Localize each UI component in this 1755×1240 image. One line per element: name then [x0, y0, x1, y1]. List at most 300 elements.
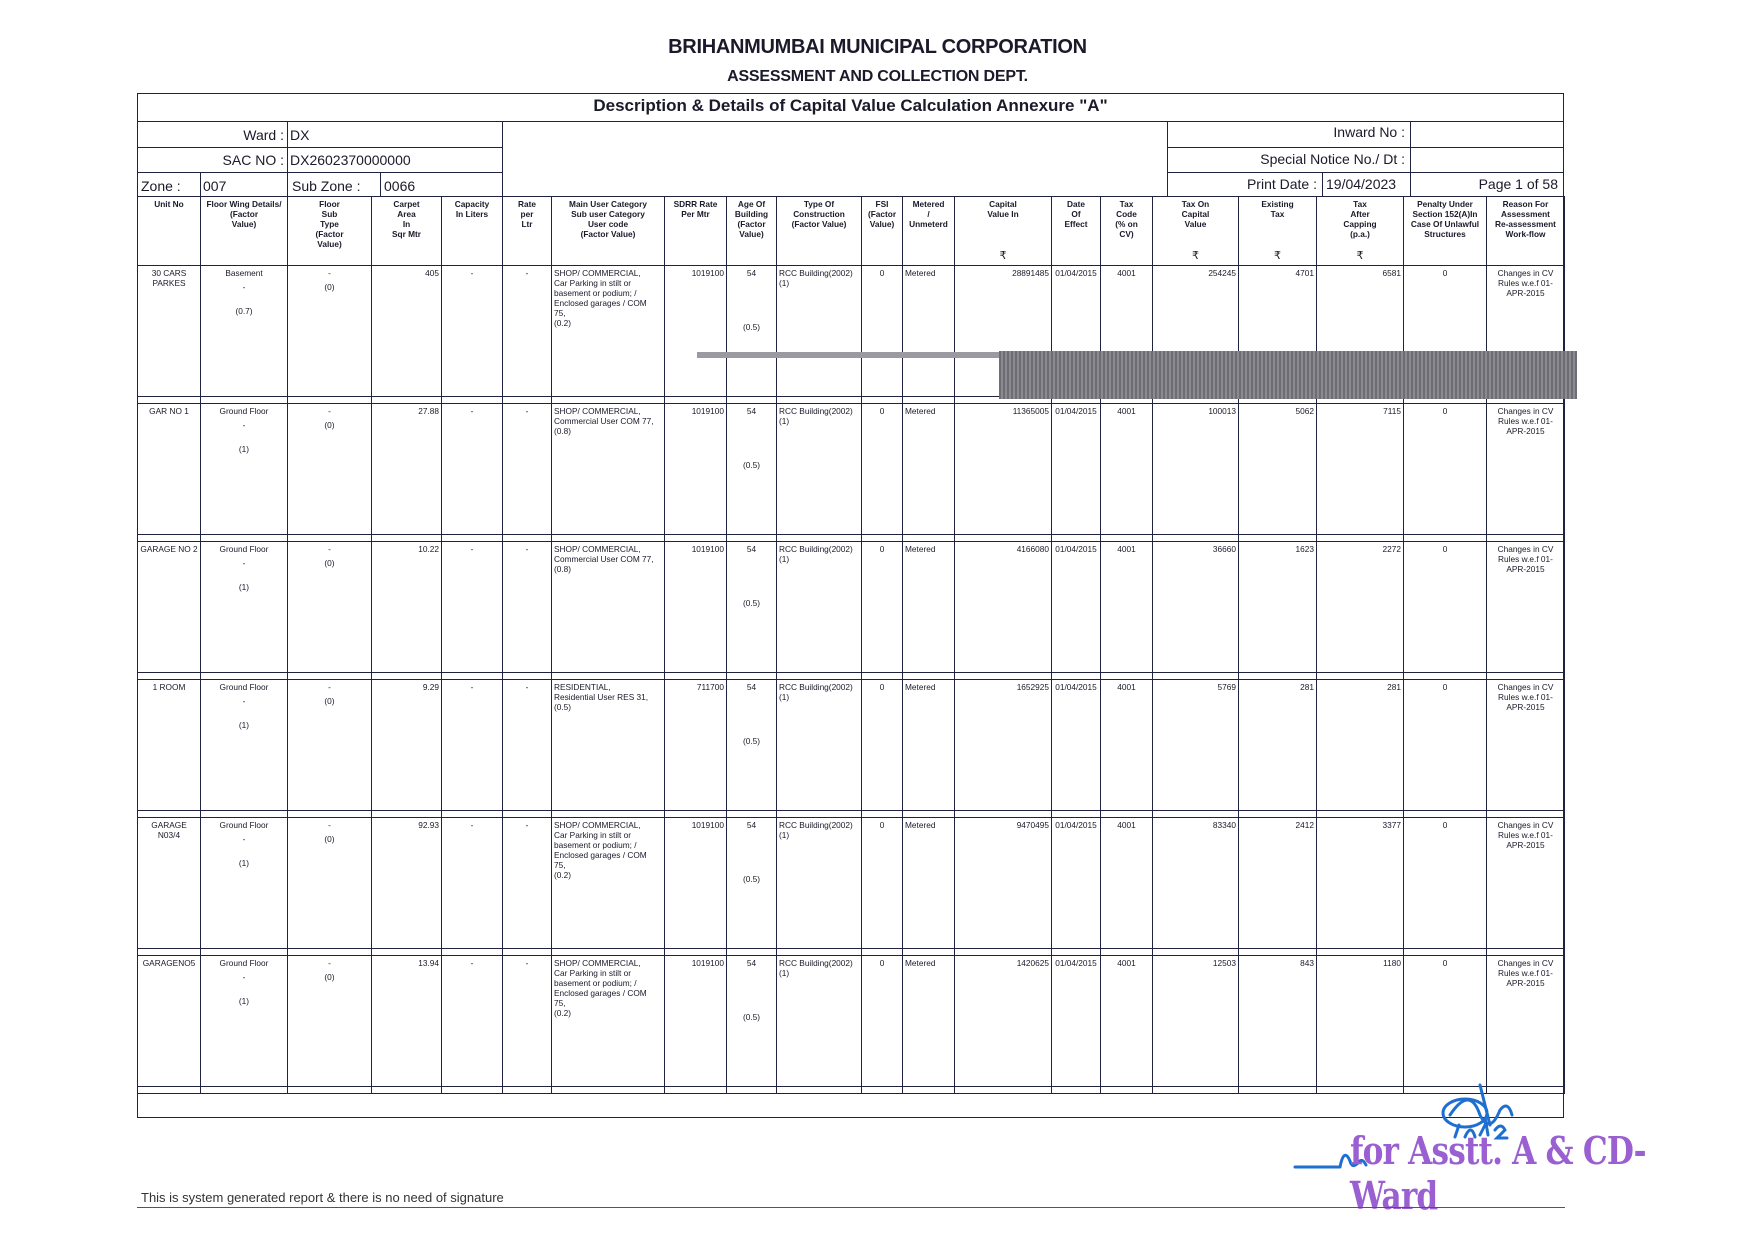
fsi: 0: [879, 682, 885, 692]
cell-existing-tax: [1239, 818, 1317, 949]
penalty: 0: [1442, 682, 1448, 692]
cell-fsi: [862, 542, 903, 673]
zone-label: Zone :: [141, 178, 181, 194]
cell-rate: [503, 404, 552, 535]
column-header-label: Unit No: [154, 199, 184, 209]
cell-tax-code: [1101, 818, 1153, 949]
column-header: [1487, 197, 1565, 266]
separator-cell: [777, 673, 862, 680]
reason: Changes in CV Rules w.e.f 01- APR-2015: [1497, 406, 1554, 436]
cell-tax-on-cv: [1153, 956, 1239, 1087]
cell-metered: [903, 266, 955, 397]
separator-cell: [1317, 673, 1404, 680]
divider: [137, 121, 1564, 122]
cell-tax-on-cv: [1153, 404, 1239, 535]
tax-after-capping: 6581: [1382, 268, 1401, 278]
cell-sub-type: [288, 266, 372, 397]
unit-no: 1 ROOM: [152, 682, 186, 692]
separator-cell: [503, 811, 552, 818]
cell-carpet-area: [372, 542, 442, 673]
reason: Changes in CV Rules w.e.f 01- APR-2015: [1497, 958, 1554, 988]
separator-cell: [552, 397, 665, 404]
separator-cell: [503, 949, 552, 956]
unit-no: GARAGENO5: [142, 958, 196, 968]
metered: Metered: [905, 682, 936, 692]
separator-cell: [442, 811, 503, 818]
sdrr-rate: 1019100: [691, 958, 724, 968]
separator-cell: [138, 673, 201, 680]
separator-cell: [442, 535, 503, 542]
tax-on-cv: 12503: [1212, 958, 1236, 968]
separator-cell: [1239, 949, 1317, 956]
subzone-label: Sub Zone :: [292, 178, 361, 194]
construction: RCC Building(2002) (1): [779, 958, 853, 978]
cell-floor: [201, 680, 288, 811]
metered: Metered: [905, 820, 936, 830]
tax-after-capping: 2272: [1382, 544, 1401, 554]
separator-cell: [1052, 535, 1101, 542]
floor-factor: (1): [238, 996, 250, 1006]
column-header-label: Capacity In Liters: [454, 199, 490, 219]
unit-no: GARAGE NO 2: [140, 544, 198, 554]
cell-unit-no: [138, 542, 201, 673]
separator-cell: [372, 811, 442, 818]
cell-sdrr-rate: [665, 956, 727, 1087]
separator-cell: [1153, 949, 1239, 956]
separator-cell: [665, 535, 727, 542]
separator-cell: [201, 535, 288, 542]
date-of-effect: 01/04/2015: [1055, 958, 1097, 968]
user-category: RESIDENTIAL, Residential User RES 31, (0.5): [554, 682, 649, 712]
rupee-icon: ₹: [1356, 250, 1364, 262]
separator-cell: [201, 949, 288, 956]
tax-after-capping: 281: [1387, 682, 1401, 692]
separator-cell: [955, 673, 1052, 680]
separator-cell: [288, 1087, 372, 1094]
cell-tax-after-capping: [1317, 818, 1404, 949]
cell-date-of-effect: [1052, 542, 1101, 673]
ward-label: Ward :: [243, 127, 284, 143]
cell-age: [727, 818, 777, 949]
existing-tax: 281: [1300, 682, 1314, 692]
construction: RCC Building(2002) (1): [779, 820, 853, 840]
age-factor: (0.5): [742, 874, 761, 884]
cell-metered: [903, 542, 955, 673]
separator-cell: [1101, 811, 1153, 818]
column-header-label: Tax On Capital Value: [1181, 199, 1210, 229]
fsi: 0: [879, 544, 885, 554]
sac-label: SAC NO :: [222, 152, 284, 168]
cell-unit-no: [138, 266, 201, 397]
capital-value-table: [137, 196, 1565, 1094]
cell-sub-type: [288, 404, 372, 535]
separator-cell: [665, 397, 727, 404]
metered: Metered: [905, 268, 936, 278]
cell-rate: [503, 542, 552, 673]
column-header-label: Penalty Under Section 152(A)In Case Of Unlawful Structures: [1410, 199, 1480, 239]
divider: [137, 172, 502, 173]
cell-age: [727, 542, 777, 673]
separator-cell: [1239, 811, 1317, 818]
column-header: [288, 197, 372, 266]
row-separator: [138, 811, 1565, 818]
cell-capacity: [442, 818, 503, 949]
existing-tax: 5062: [1295, 406, 1314, 416]
separator-cell: [727, 673, 777, 680]
floor: Ground Floor: [219, 406, 269, 416]
cell-fsi: [862, 266, 903, 397]
penalty: 0: [1442, 406, 1448, 416]
divider: [1167, 147, 1564, 148]
cell-date-of-effect: [1052, 956, 1101, 1087]
cell-metered: [903, 680, 955, 811]
cell-unit-no: [138, 956, 201, 1087]
cell-sdrr-rate: [665, 818, 727, 949]
cell-reason: [1487, 956, 1565, 1087]
sub-factor: (0): [324, 696, 335, 706]
cell-existing-tax: [1239, 956, 1317, 1087]
reason: Changes in CV Rules w.e.f 01- APR-2015: [1497, 268, 1554, 298]
separator-cell: [288, 949, 372, 956]
column-header: [862, 197, 903, 266]
column-header: [665, 197, 727, 266]
carpet-area: 10.22: [418, 544, 439, 554]
sub-type: -: [328, 544, 331, 554]
cell-capital-value: [955, 680, 1052, 811]
separator-cell: [372, 397, 442, 404]
column-header-label: Rate per Ltr: [518, 199, 536, 229]
metered: Metered: [905, 958, 936, 968]
date-of-effect: 01/04/2015: [1055, 268, 1097, 278]
cell-existing-tax: [1239, 404, 1317, 535]
column-header: [503, 197, 552, 266]
separator-cell: [138, 535, 201, 542]
separator-cell: [903, 397, 955, 404]
column-header: [777, 197, 862, 266]
cell-construction: [777, 680, 862, 811]
tax-on-cv: 254245: [1208, 268, 1236, 278]
cell-user-category: [552, 680, 665, 811]
cell-construction: [777, 542, 862, 673]
carpet-area: 92.93: [418, 820, 439, 830]
cell-reason: [1487, 680, 1565, 811]
floor-factor: (0.7): [235, 306, 253, 316]
column-header-label: SDRR Rate Per Mtr: [673, 199, 718, 219]
existing-tax: 4701: [1295, 268, 1314, 278]
separator-cell: [955, 535, 1052, 542]
floor-factor: (1): [238, 720, 250, 730]
cell-capital-value: [955, 956, 1052, 1087]
divider: [200, 172, 201, 196]
separator-cell: [1153, 811, 1239, 818]
capital-value: 4166080: [1016, 544, 1049, 554]
tax-on-cv: 36660: [1212, 544, 1236, 554]
sdrr-rate: 1019100: [691, 406, 724, 416]
cell-rate: [503, 680, 552, 811]
cell-floor: [201, 818, 288, 949]
penalty: 0: [1442, 820, 1448, 830]
row-separator: [138, 535, 1565, 542]
floor-dash: -: [242, 420, 246, 430]
separator-cell: [777, 535, 862, 542]
date-of-effect: 01/04/2015: [1055, 544, 1097, 554]
cell-tax-on-cv: [1153, 542, 1239, 673]
cell-sub-type: [288, 542, 372, 673]
separator-cell: [727, 811, 777, 818]
separator-cell: [288, 811, 372, 818]
table-header-row: [138, 197, 1565, 266]
carpet-area: 13.94: [418, 958, 439, 968]
separator-cell: [777, 811, 862, 818]
floor: Basement: [225, 268, 263, 278]
capacity: -: [470, 682, 474, 692]
rate: -: [525, 406, 529, 416]
unit-no: 30 CARS PARKES: [151, 268, 187, 288]
table-row: [138, 956, 1565, 1087]
fsi: 0: [879, 268, 885, 278]
column-header-label: Carpet Area In Sqr Mtr: [391, 199, 422, 239]
column-header-label: Date Of Effect: [1064, 199, 1088, 229]
cell-existing-tax: [1239, 542, 1317, 673]
cell-user-category: [552, 818, 665, 949]
cell-penalty: [1404, 542, 1487, 673]
construction: RCC Building(2002) (1): [779, 268, 853, 288]
capital-value: 11365005: [1012, 406, 1049, 416]
metered: Metered: [905, 544, 936, 554]
column-header-label: Tax Code (% on CV): [1115, 199, 1138, 239]
separator-cell: [955, 811, 1052, 818]
cell-rate: [503, 818, 552, 949]
floor: Ground Floor: [219, 544, 269, 554]
separator-cell: [665, 949, 727, 956]
age: 54: [746, 268, 757, 278]
separator-cell: [503, 673, 552, 680]
print-date-label: Print Date :: [1246, 176, 1317, 192]
separator-cell: [862, 949, 903, 956]
age: 54: [746, 544, 757, 554]
divider: [502, 121, 503, 196]
column-header: [201, 197, 288, 266]
cell-age: [727, 680, 777, 811]
cell-sdrr-rate: [665, 404, 727, 535]
cell-capacity: [442, 404, 503, 535]
construction: RCC Building(2002) (1): [779, 682, 853, 702]
age-factor: (0.5): [742, 322, 761, 332]
cell-capacity: [442, 956, 503, 1087]
capacity: -: [470, 820, 474, 830]
cell-construction: [777, 956, 862, 1087]
capacity: -: [470, 958, 474, 968]
subzone-value: 0066: [384, 178, 416, 194]
sub-factor: (0): [324, 558, 335, 568]
cell-penalty: [1404, 680, 1487, 811]
separator-cell: [372, 1087, 442, 1094]
separator-cell: [503, 397, 552, 404]
cell-capital-value: [955, 404, 1052, 535]
rupee-icon: ₹: [999, 250, 1007, 262]
unit-no: GAR NO 1: [149, 406, 189, 416]
separator-cell: [862, 673, 903, 680]
fsi: 0: [879, 406, 885, 416]
cell-sub-type: [288, 680, 372, 811]
column-header-label: Floor Wing Details/ (Factor Value): [206, 199, 282, 229]
ward-value: DX: [290, 127, 310, 143]
scan-artifact: [697, 352, 999, 358]
separator-cell: [727, 949, 777, 956]
column-header: [955, 197, 1052, 266]
tax-code: 4001: [1117, 406, 1136, 416]
cell-user-category: [552, 404, 665, 535]
penalty: 0: [1442, 544, 1448, 554]
cell-floor: [201, 266, 288, 397]
cell-tax-code: [1101, 404, 1153, 535]
cell-sdrr-rate: [665, 266, 727, 397]
sdrr-rate: 1019100: [691, 544, 724, 554]
tax-code: 4001: [1117, 682, 1136, 692]
separator-cell: [138, 949, 201, 956]
rate: -: [525, 544, 529, 554]
separator-cell: [288, 535, 372, 542]
cell-construction: [777, 266, 862, 397]
age: 54: [746, 406, 757, 416]
user-category: SHOP/ COMMERCIAL, Commercial User COM 77, (0.8): [554, 544, 654, 574]
cell-age: [727, 266, 777, 397]
cell-sdrr-rate: [665, 542, 727, 673]
separator-cell: [1052, 949, 1101, 956]
floor-factor: (1): [238, 444, 250, 454]
inward-label: Inward No :: [1333, 124, 1405, 140]
annexure-title: Description & Details of Capital Value Calculation Annexure "A": [593, 96, 1108, 115]
cell-user-category: [552, 266, 665, 397]
separator-cell: [903, 949, 955, 956]
rate: -: [525, 820, 529, 830]
zone-value: 007: [203, 178, 227, 194]
separator-cell: [727, 1087, 777, 1094]
cell-reason: [1487, 818, 1565, 949]
cell-tax-after-capping: [1317, 542, 1404, 673]
reason: Changes in CV Rules w.e.f 01- APR-2015: [1497, 820, 1554, 850]
separator-cell: [955, 949, 1052, 956]
carpet-area: 9.29: [422, 682, 439, 692]
capital-value: 9470495: [1016, 820, 1049, 830]
cell-reason: [1487, 404, 1565, 535]
cell-tax-on-cv: [1153, 818, 1239, 949]
separator-cell: [288, 397, 372, 404]
column-header-label: Main User Category Sub user Category User code (Factor Value): [569, 199, 647, 239]
cell-carpet-area: [372, 956, 442, 1087]
sub-factor: (0): [324, 972, 335, 982]
cell-floor: [201, 542, 288, 673]
floor: Ground Floor: [219, 958, 269, 968]
tax-after-capping: 3377: [1382, 820, 1401, 830]
tax-after-capping: 1180: [1383, 958, 1401, 968]
column-header-label: Capital Value In: [987, 199, 1019, 219]
capital-value: 1420625: [1016, 958, 1049, 968]
separator-cell: [1052, 1087, 1101, 1094]
column-header-label: Floor Sub Type (Factor Value): [315, 199, 344, 249]
separator-cell: [1153, 535, 1239, 542]
penalty: 0: [1442, 958, 1448, 968]
separator-cell: [201, 397, 288, 404]
separator-cell: [862, 1087, 903, 1094]
date-of-effect: 01/04/2015: [1055, 682, 1097, 692]
cell-metered: [903, 404, 955, 535]
sdrr-rate: 1019100: [691, 268, 724, 278]
separator-cell: [1487, 811, 1565, 818]
cell-tax-after-capping: [1317, 680, 1404, 811]
sub-factor: (0): [324, 834, 335, 844]
separator-cell: [727, 397, 777, 404]
separator-cell: [1239, 535, 1317, 542]
floor: Ground Floor: [219, 820, 269, 830]
separator-cell: [138, 397, 201, 404]
age-factor: (0.5): [742, 460, 761, 470]
sub-factor: (0): [324, 420, 335, 430]
column-header: [727, 197, 777, 266]
cell-penalty: [1404, 818, 1487, 949]
cell-tax-code: [1101, 956, 1153, 1087]
tax-code: 4001: [1117, 820, 1136, 830]
age: 54: [746, 682, 757, 692]
ward-officer-stamp: for Asstt. A & CD-Ward: [1350, 1128, 1646, 1218]
column-header: [1404, 197, 1487, 266]
column-header: [442, 197, 503, 266]
sdrr-rate: 711700: [696, 682, 724, 692]
floor-dash: -: [242, 558, 246, 568]
cell-rate: [503, 266, 552, 397]
sdrr-rate: 1019100: [691, 820, 724, 830]
sac-value: DX2602370000000: [290, 152, 411, 168]
floor: Ground Floor: [219, 682, 269, 692]
separator-cell: [1052, 811, 1101, 818]
separator-cell: [777, 949, 862, 956]
cell-reason: [1487, 542, 1565, 673]
footer-note: This is system generated report & there is no need of signature: [141, 1190, 504, 1205]
column-header: [1317, 197, 1404, 266]
floor-dash: -: [242, 282, 246, 292]
separator-cell: [903, 673, 955, 680]
tax-on-cv: 83340: [1212, 820, 1236, 830]
sub-type: -: [328, 682, 331, 692]
cell-carpet-area: [372, 404, 442, 535]
column-header: [1101, 197, 1153, 266]
cell-user-category: [552, 956, 665, 1087]
column-header: [138, 197, 201, 266]
separator-cell: [372, 535, 442, 542]
date-of-effect: 01/04/2015: [1055, 820, 1097, 830]
separator-cell: [552, 673, 665, 680]
penalty: 0: [1442, 268, 1448, 278]
separator-cell: [552, 1087, 665, 1094]
separator-cell: [372, 949, 442, 956]
column-header: [1239, 197, 1317, 266]
department-title: ASSESSMENT AND COLLECTION DEPT.: [727, 68, 1028, 85]
tax-code: 4001: [1117, 268, 1136, 278]
print-date-value: 19/04/2023: [1326, 176, 1397, 192]
floor-dash: -: [242, 696, 246, 706]
cell-user-category: [552, 542, 665, 673]
cell-unit-no: [138, 680, 201, 811]
column-header-label: Type Of Construction (Factor Value): [791, 199, 847, 229]
floor-factor: (1): [238, 582, 250, 592]
cell-capacity: [442, 680, 503, 811]
separator-cell: [442, 1087, 503, 1094]
table-row: [138, 542, 1565, 673]
cell-fsi: [862, 956, 903, 1087]
cell-fsi: [862, 818, 903, 949]
separator-cell: [552, 811, 665, 818]
capital-value: 1652925: [1016, 682, 1049, 692]
